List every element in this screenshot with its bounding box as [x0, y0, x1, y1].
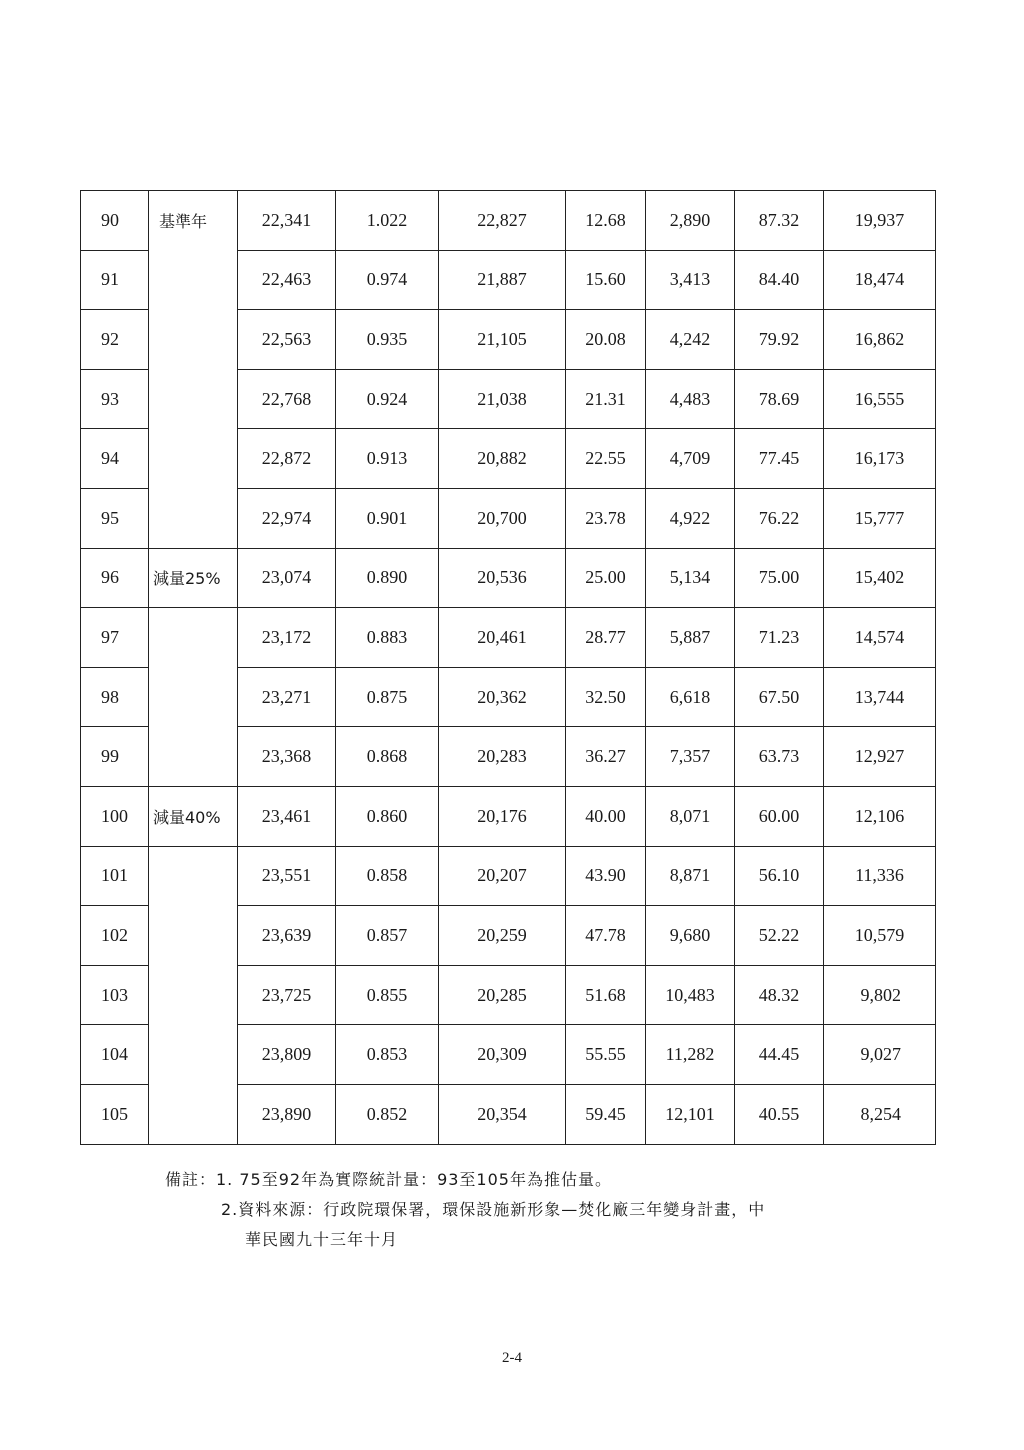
- value-cell: 22,463: [238, 250, 336, 310]
- value-cell: 8,871: [646, 846, 735, 906]
- value-cell: 20,259: [439, 906, 566, 966]
- value-cell: 9,802: [824, 965, 936, 1025]
- value-cell: 78.69: [735, 369, 824, 429]
- value-cell: 20,882: [439, 429, 566, 489]
- value-cell: 1.022: [336, 191, 439, 251]
- value-cell: 19,937: [824, 191, 936, 251]
- value-cell: 0.901: [336, 488, 439, 548]
- year-cell: 97: [81, 608, 149, 668]
- phase-label-cell: 減量25%: [149, 548, 238, 608]
- value-cell: 12,106: [824, 786, 936, 846]
- value-cell: 12,927: [824, 727, 936, 787]
- value-cell: 9,680: [646, 906, 735, 966]
- value-cell: 22,768: [238, 369, 336, 429]
- value-cell: 23.78: [566, 488, 646, 548]
- value-cell: 12,101: [646, 1084, 735, 1144]
- value-cell: 21,038: [439, 369, 566, 429]
- value-cell: 20,536: [439, 548, 566, 608]
- value-cell: 8,071: [646, 786, 735, 846]
- year-cell: 93: [81, 369, 149, 429]
- value-cell: 4,242: [646, 310, 735, 370]
- page-number: 2-4: [502, 1350, 522, 1366]
- value-cell: 67.50: [735, 667, 824, 727]
- value-cell: 20,176: [439, 786, 566, 846]
- value-cell: 21.31: [566, 369, 646, 429]
- value-cell: 21,887: [439, 250, 566, 310]
- value-cell: 20,283: [439, 727, 566, 787]
- value-cell: 0.935: [336, 310, 439, 370]
- phase-empty-cell: [149, 608, 238, 787]
- value-cell: 22.55: [566, 429, 646, 489]
- footnote-2: 2.資料來源：行政院環保署，環保設施新形象—焚化廠三年變身計畫，中: [221, 1200, 766, 1219]
- value-cell: 5,134: [646, 548, 735, 608]
- value-cell: 25.00: [566, 548, 646, 608]
- value-cell: 28.77: [566, 608, 646, 668]
- value-cell: 55.55: [566, 1025, 646, 1085]
- value-cell: 0.974: [336, 250, 439, 310]
- value-cell: 0.857: [336, 906, 439, 966]
- value-cell: 0.852: [336, 1084, 439, 1144]
- value-cell: 16,173: [824, 429, 936, 489]
- value-cell: 16,862: [824, 310, 936, 370]
- value-cell: 16,555: [824, 369, 936, 429]
- value-cell: 6,618: [646, 667, 735, 727]
- value-cell: 75.00: [735, 548, 824, 608]
- value-cell: 22,341: [238, 191, 336, 251]
- year-cell: 103: [81, 965, 149, 1025]
- value-cell: 0.858: [336, 846, 439, 906]
- value-cell: 23,551: [238, 846, 336, 906]
- value-cell: 20,700: [439, 488, 566, 548]
- value-cell: 77.45: [735, 429, 824, 489]
- value-cell: 23,172: [238, 608, 336, 668]
- value-cell: 15,402: [824, 548, 936, 608]
- year-cell: 99: [81, 727, 149, 787]
- value-cell: 76.22: [735, 488, 824, 548]
- value-cell: 23,461: [238, 786, 336, 846]
- value-cell: 23,809: [238, 1025, 336, 1085]
- value-cell: 40.00: [566, 786, 646, 846]
- value-cell: 23,639: [238, 906, 336, 966]
- value-cell: 18,474: [824, 250, 936, 310]
- value-cell: 22,974: [238, 488, 336, 548]
- year-cell: 95: [81, 488, 149, 548]
- value-cell: 20,362: [439, 667, 566, 727]
- value-cell: 36.27: [566, 727, 646, 787]
- value-cell: 63.73: [735, 727, 824, 787]
- table-row: [81, 608, 936, 668]
- value-cell: 23,890: [238, 1084, 336, 1144]
- value-cell: 87.32: [735, 191, 824, 251]
- value-cell: 44.45: [735, 1025, 824, 1085]
- value-cell: 20,285: [439, 965, 566, 1025]
- table-row: [81, 846, 936, 906]
- value-cell: 4,709: [646, 429, 735, 489]
- value-cell: 23,725: [238, 965, 336, 1025]
- footnotes: [165, 1165, 765, 1255]
- value-cell: 84.40: [735, 250, 824, 310]
- value-cell: 7,357: [646, 727, 735, 787]
- year-cell: 90: [81, 191, 149, 251]
- value-cell: 0.875: [336, 667, 439, 727]
- value-cell: 40.55: [735, 1084, 824, 1144]
- value-cell: 0.868: [336, 727, 439, 787]
- year-cell: 92: [81, 310, 149, 370]
- footnote-2-continued: 華民國九十三年十月: [245, 1230, 399, 1249]
- value-cell: 51.68: [566, 965, 646, 1025]
- value-cell: 2,890: [646, 191, 735, 251]
- year-cell: 105: [81, 1084, 149, 1144]
- year-cell: 101: [81, 846, 149, 906]
- table-row: [81, 786, 936, 846]
- phase-label-cell: 基準年: [149, 191, 238, 549]
- phase-label-cell: 減量40%: [149, 786, 238, 846]
- value-cell: 20.08: [566, 310, 646, 370]
- value-cell: 0.913: [336, 429, 439, 489]
- waste-statistics-table: [80, 190, 936, 1145]
- value-cell: 22,872: [238, 429, 336, 489]
- table-row: [81, 191, 936, 251]
- value-cell: 20,309: [439, 1025, 566, 1085]
- value-cell: 20,461: [439, 608, 566, 668]
- value-cell: 56.10: [735, 846, 824, 906]
- value-cell: 0.853: [336, 1025, 439, 1085]
- value-cell: 52.22: [735, 906, 824, 966]
- value-cell: 3,413: [646, 250, 735, 310]
- year-cell: 98: [81, 667, 149, 727]
- value-cell: 12.68: [566, 191, 646, 251]
- value-cell: 8,254: [824, 1084, 936, 1144]
- value-cell: 14,574: [824, 608, 936, 668]
- value-cell: 13,744: [824, 667, 936, 727]
- phase-empty-cell: [149, 846, 238, 1144]
- value-cell: 11,282: [646, 1025, 735, 1085]
- year-cell: 102: [81, 906, 149, 966]
- value-cell: 59.45: [566, 1084, 646, 1144]
- value-cell: 79.92: [735, 310, 824, 370]
- value-cell: 60.00: [735, 786, 824, 846]
- value-cell: 21,105: [439, 310, 566, 370]
- value-cell: 4,922: [646, 488, 735, 548]
- value-cell: 32.50: [566, 667, 646, 727]
- value-cell: 11,336: [824, 846, 936, 906]
- value-cell: 48.32: [735, 965, 824, 1025]
- value-cell: 15.60: [566, 250, 646, 310]
- value-cell: 9,027: [824, 1025, 936, 1085]
- value-cell: 10,579: [824, 906, 936, 966]
- value-cell: 0.924: [336, 369, 439, 429]
- value-cell: 47.78: [566, 906, 646, 966]
- value-cell: 0.855: [336, 965, 439, 1025]
- value-cell: 5,887: [646, 608, 735, 668]
- value-cell: 71.23: [735, 608, 824, 668]
- value-cell: 0.890: [336, 548, 439, 608]
- value-cell: 0.860: [336, 786, 439, 846]
- value-cell: 0.883: [336, 608, 439, 668]
- value-cell: 43.90: [566, 846, 646, 906]
- value-cell: 23,074: [238, 548, 336, 608]
- year-cell: 104: [81, 1025, 149, 1085]
- value-cell: 15,777: [824, 488, 936, 548]
- year-cell: 94: [81, 429, 149, 489]
- year-cell: 96: [81, 548, 149, 608]
- value-cell: 23,368: [238, 727, 336, 787]
- footnote-1: 備註：1. 75至92年為實際統計量：93至105年為推估量。: [165, 1170, 612, 1189]
- value-cell: 20,354: [439, 1084, 566, 1144]
- value-cell: 20,207: [439, 846, 566, 906]
- value-cell: 10,483: [646, 965, 735, 1025]
- table-row: [81, 548, 936, 608]
- value-cell: 23,271: [238, 667, 336, 727]
- year-cell: 100: [81, 786, 149, 846]
- year-cell: 91: [81, 250, 149, 310]
- value-cell: 22,827: [439, 191, 566, 251]
- value-cell: 22,563: [238, 310, 336, 370]
- value-cell: 4,483: [646, 369, 735, 429]
